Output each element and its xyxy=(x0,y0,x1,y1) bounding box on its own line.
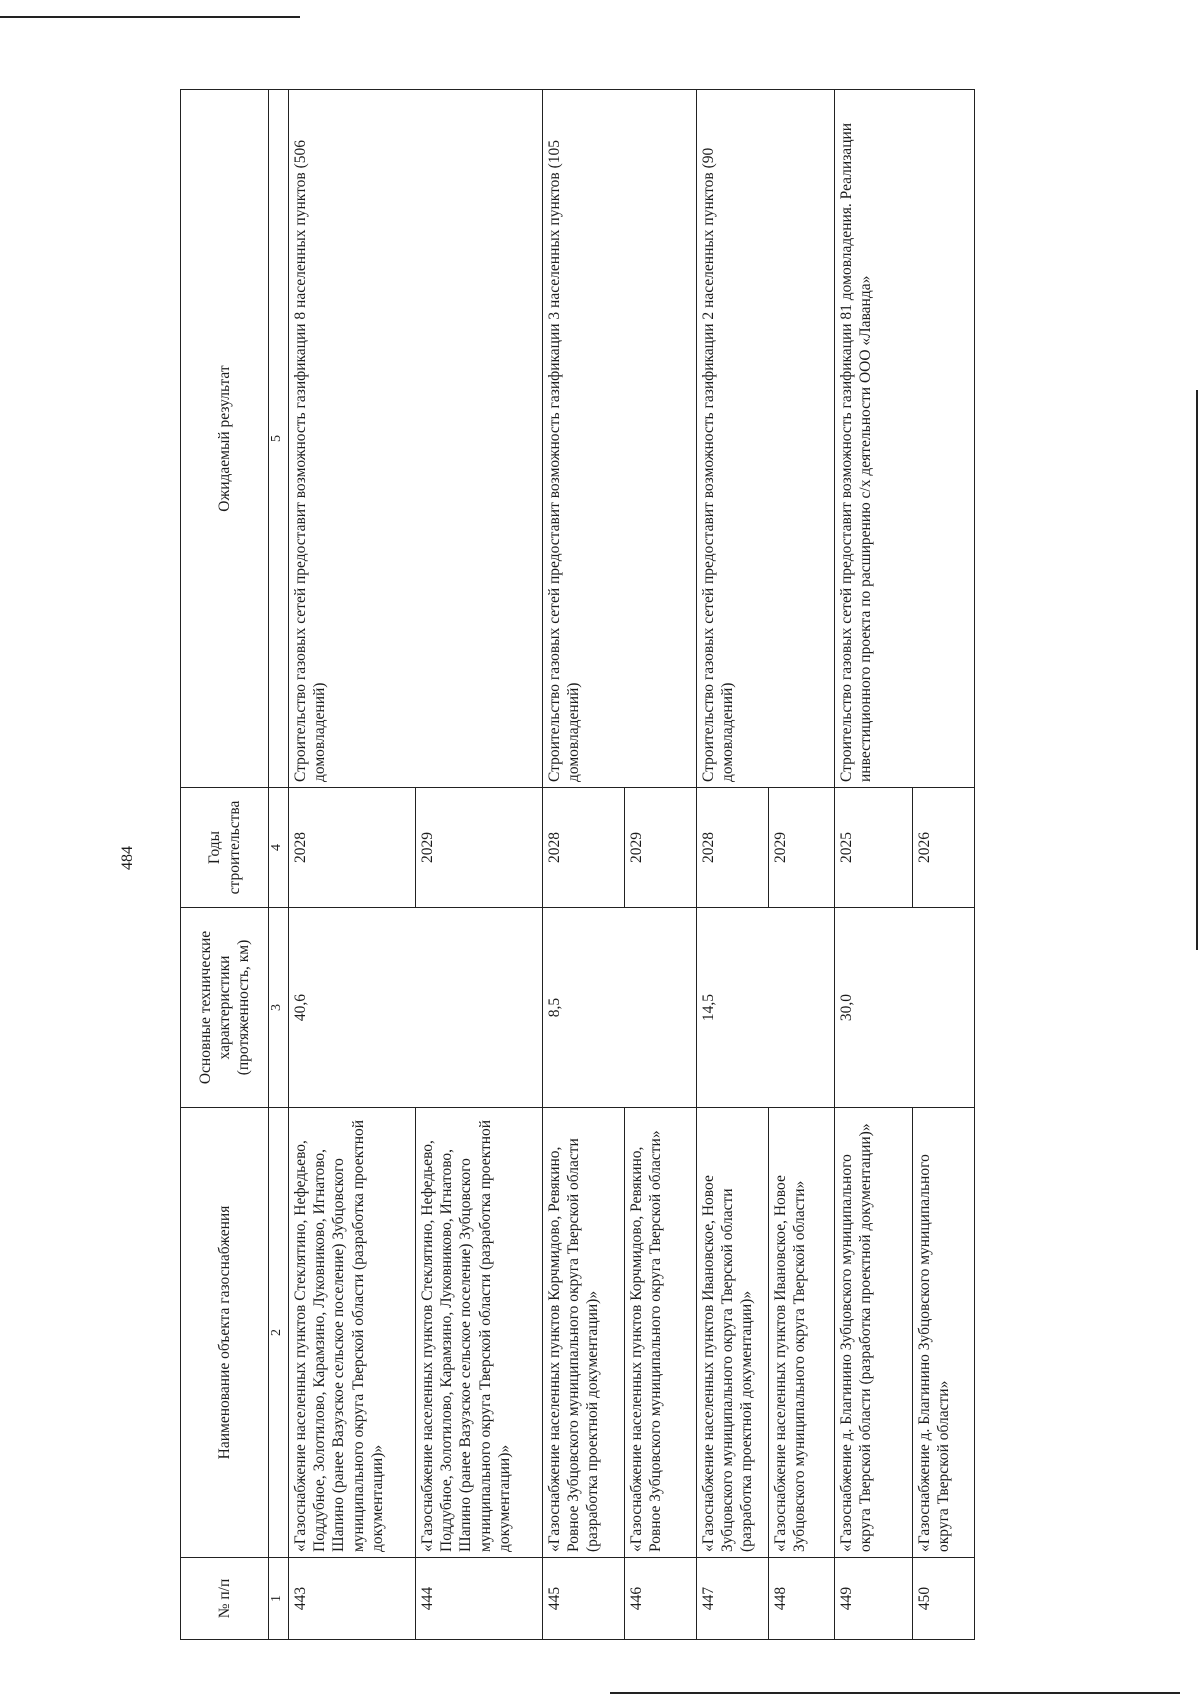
column-number: 3 xyxy=(269,908,289,1108)
column-number: 5 xyxy=(269,90,289,788)
construction-year: 2026 xyxy=(913,788,975,908)
header-no: № п/п xyxy=(181,1558,269,1640)
scan-edge-line-right xyxy=(1196,390,1198,950)
table-row xyxy=(835,90,913,1640)
rotated-table-container xyxy=(180,90,1180,1640)
construction-year: 2028 xyxy=(289,788,416,908)
construction-year: 2029 xyxy=(416,788,543,908)
construction-year: 2028 xyxy=(697,788,769,908)
row-number: 444 xyxy=(416,1558,543,1640)
length-km: 8,5 xyxy=(543,908,697,1108)
construction-year: 2029 xyxy=(625,788,697,908)
object-name: «Газоснабжение населенных пунктов Стеклятино, Нефедьево, Поддубное, Золотилово, Карамзино, Луковниково, Игнатово, Шапино (ранее Вазузское сельское поселение) Зубцовского муниципального округа Тверской области (разработка проектной документации)» xyxy=(289,1108,416,1558)
table-row xyxy=(543,90,625,1640)
column-number: 1 xyxy=(269,1558,289,1640)
header-specs: Основные технические характеристики (протяженность, км) xyxy=(181,908,269,1108)
object-name: «Газоснабжение населенных пунктов Ивановское, Новое Зубцовского муниципального округа Тверской области (разработка проектной документации)» xyxy=(697,1108,769,1558)
length-km: 40,6 xyxy=(289,908,543,1108)
object-name: «Газоснабжение населенных пунктов Стеклятино, Нефедьево, Поддубное, Золотилово, Карамзино, Луковниково, Игнатово, Шапино (ранее Вазузское сельское поселение) Зубцовского муниципального округа Тверской области (разработка проектной документации)» xyxy=(416,1108,543,1558)
header-name: Наименование объекта газоснабжения xyxy=(181,1108,269,1558)
scan-edge-line-bottom xyxy=(610,1692,1180,1694)
object-name: «Газоснабжение населенных пунктов Ивановское, Новое Зубцовского муниципального округа Тверской области» xyxy=(769,1108,835,1558)
header-years: Годы строительства xyxy=(181,788,269,908)
length-km: 14,5 xyxy=(697,908,835,1108)
construction-year: 2025 xyxy=(835,788,913,908)
row-number: 446 xyxy=(625,1558,697,1640)
expected-result: Строительство газовых сетей предоставит возможность газификации 81 домовладения. Реализации инвестиционного проекта по расширению с/х деятельности ООО «Лаванда» xyxy=(835,90,975,788)
object-name: «Газоснабжение населенных пунктов Корчмидово, Ревякино, Ровное Зубцовского муниципального округа Тверской области» xyxy=(625,1108,697,1558)
scan-edge-line-top xyxy=(0,16,300,18)
length-km: 30,0 xyxy=(835,908,975,1108)
expected-result: Строительство газовых сетей предоставит возможность газификации 8 населенных пунктов (506 домовладений) xyxy=(289,90,543,788)
gas-supply-table xyxy=(180,89,975,1640)
row-number: 445 xyxy=(543,1558,625,1640)
page-number: 484 xyxy=(119,846,136,870)
row-number: 447 xyxy=(697,1558,769,1640)
object-name: «Газоснабжение д. Благинино Зубцовского муниципального округа Тверской области» xyxy=(913,1108,975,1558)
header-result: Ожидаемый результат xyxy=(181,90,269,788)
construction-year: 2028 xyxy=(543,788,625,908)
row-number: 449 xyxy=(835,1558,913,1640)
row-number: 450 xyxy=(913,1558,975,1640)
column-number-row xyxy=(269,90,289,1640)
column-number: 4 xyxy=(269,788,289,908)
table-row xyxy=(289,90,416,1640)
construction-year: 2029 xyxy=(769,788,835,908)
object-name: «Газоснабжение д. Благинино Зубцовского муниципального округа Тверской области (разработка проектной документации)» xyxy=(835,1108,913,1558)
object-name: «Газоснабжение населенных пунктов Корчмидово, Ревякино, Ровное Зубцовского муниципального округа Тверской области (разработка проектной документации)» xyxy=(543,1108,625,1558)
row-number: 448 xyxy=(769,1558,835,1640)
expected-result: Строительство газовых сетей предоставит возможность газификации 2 населенных пунктов (90 домовладений) xyxy=(697,90,835,788)
column-number: 2 xyxy=(269,1108,289,1558)
row-number: 443 xyxy=(289,1558,416,1640)
table-header-row xyxy=(181,90,269,1640)
expected-result: Строительство газовых сетей предоставит возможность газификации 3 населенных пунктов (105 домовладений) xyxy=(543,90,697,788)
table-row xyxy=(697,90,769,1640)
